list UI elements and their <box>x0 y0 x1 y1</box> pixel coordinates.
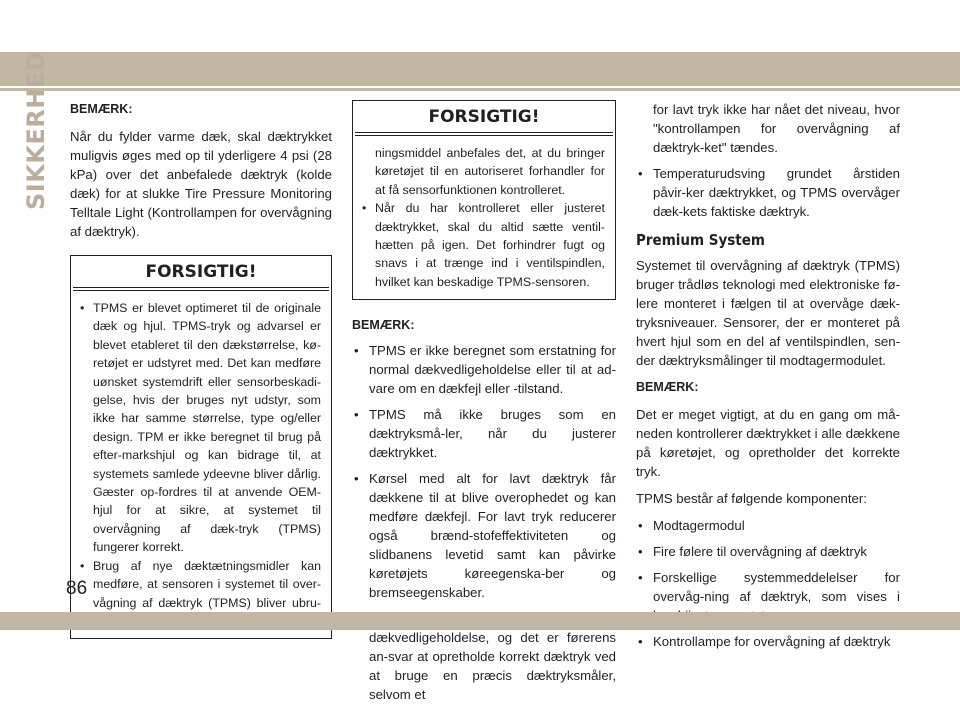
paragraph: TPMS består af følgende komponenter: <box>636 491 867 506</box>
component-item: • Forskellige systemmeddelelser for overvåg-ning af dæktryk, som vises i <box>636 568 900 625</box>
note-item: • dækvedligeholdelse, og det er førerens an-svar at opretholde korrekt dæktryk ved at bruge en præcis dæktryksmåler, selvom et <box>352 609 616 704</box>
note-item: • TPMS må ikke bruges som en dæktryksmå-ler, når du justerer dæktrykket. <box>352 405 616 462</box>
note-heading: BEMÆRK: <box>352 318 415 333</box>
note-heading: BEMÆRK: <box>70 102 133 116</box>
header-band <box>0 52 960 86</box>
note-heading: BEMÆRK: <box>636 380 699 394</box>
caution-title: FORSIGTIG! <box>428 107 540 127</box>
note-item: • Kørsel med alt for lavt dæktryk får dækkene til at blive overophedet og kan medføre dækfejl. For lavt tryk reducerer også brænd-stofeffektiviteten og slidbanens levetid samt kan påvirke køretøjets køreegenska-ber og bremseegenskaber. <box>352 469 616 602</box>
caution-box-continued <box>352 100 616 300</box>
note-item: • TPMS er ikke beregnet som erstatning for normal dækvedligeholdelse eller til at ad-vare om en dækfejl eller -tilstand. <box>352 341 616 398</box>
caution-item: • Når du har kontrolleret eller justeret dæktrykket, skal du altid sætte ventil-hætten på igen. Det forhindrer fugt og snavs i at trænge ind i ventilspindlen, hvilket kan beskadige TPMS-sensoren. <box>361 199 605 291</box>
column-3 <box>636 100 900 658</box>
caution-item: • TPMS er blevet optimeret til de originale dæk og hjul. TPMS-tryk og advarsel er blevet etableret til den dækstørrelse, kø-retøjet er udstyret med. Det kan medføre uønsket systemdrift eller sensorbeskadi-gelse, hvis der bruges nyt udstyr, som ikke har samme størrelse, type og/eller design. TPM er ikke beregnet til brug på efter-markshjul og kan bidrage til, at systemets samlede ydeevne bliver dårlig. Gæster op-fordres til at anvende OEM-hjul for at sikre, at systemet til overvågning af dæk-tryk (TPMS) fungerer korrekt. <box>79 299 321 557</box>
component-item: • Kontrollampe for overvågning af dæktryk <box>636 632 900 651</box>
caution-item: • Brug af nye dæktætningsmidler kan medføre, at sensoren i systemet til over-vågning af dæktryk (TPMS) bliver ubru- <box>79 557 321 631</box>
note-text: Når du fylder varme dæk, skal dæktrykket muligvis øges med op til yderligere 4 psi (28 kPa) over det anbefalede dæktryk (kolde dæk) for at slukke Tire Pressure Monitoring Telltale Light (Kontrollampen for overvågning af dæktryk). <box>70 129 332 239</box>
component-item: • Fire følere til overvågning af dæktryk <box>636 542 900 561</box>
continuation-text: for lavt tryk ikke har nået det niveau, hvor "kontrollampen for overvågning af dæktryk-ket" tændes. <box>653 102 900 155</box>
footer-band <box>0 612 960 630</box>
caution-title: FORSIGTIG! <box>145 262 257 282</box>
note-text: Det er meget vigtigt, at du en gang om må-neden kontrollerer dæktrykket i alle dækkene på køretøjet, og opretholder det korrekte tryk. <box>636 407 900 479</box>
caution-box <box>70 255 332 639</box>
component-item: • Modtagermodul <box>636 516 900 535</box>
section-heading: Premium System <box>636 231 765 249</box>
section-label: SIKKERHED <box>22 50 50 210</box>
page-number: 86 <box>66 578 88 599</box>
column-1 <box>70 100 332 639</box>
list-item: • Temperaturudsving grundet årstiden påvir-ker dæktrykket, og TPMS overvåger dæk-kets faktiske dæktryk. <box>636 164 900 221</box>
paragraph: Systemet til overvågning af dæktryk (TPMS) bruger trådløs teknologi med elektroniske fø-lere monteret i fælgen til at overvåge dæk-tryksniveauer. Sensorer, der er monteret på hvert hjul som en del af ventilspindlen, sen-der dæktryksmålinger til modtagermodulet. <box>636 258 900 368</box>
caution-continuation: ningsmiddel anbefales det, at du bringer køretøjet til en autoriseret forhandler for at få sensorfunktionen kontrolleret. <box>375 146 605 197</box>
